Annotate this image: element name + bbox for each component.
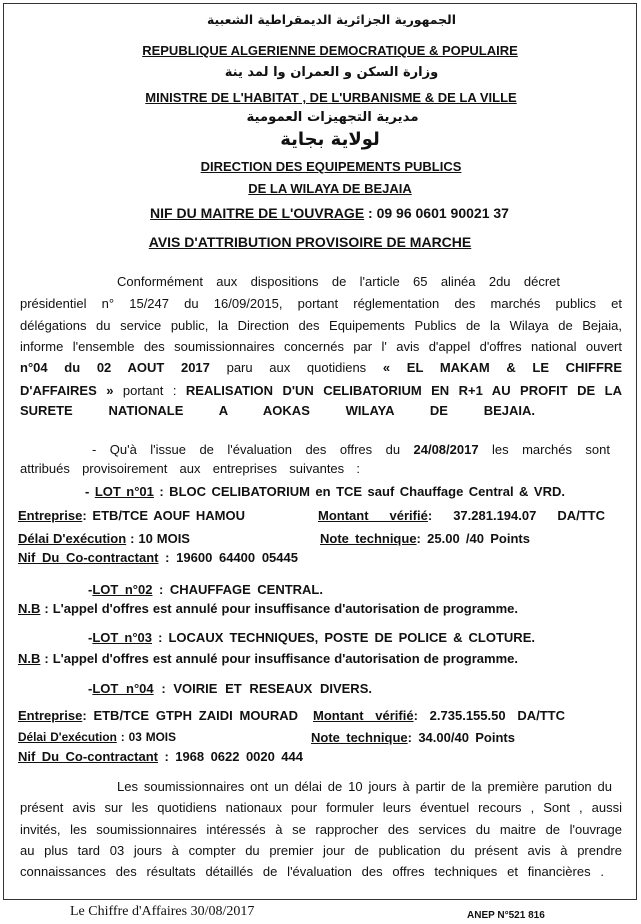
lot-1-nif-label: Nif Du Co-contractant <box>18 550 159 565</box>
lot-4-score-label: Note technique <box>311 730 408 745</box>
lot-4-nif-label: Nif Du Co-contractant <box>18 749 158 764</box>
lot-3-label: LOT n°03 <box>92 630 153 645</box>
closing-line-4: au plus tard 03 jours à compter du premier jour de publication du présent avis à prendre <box>20 843 622 858</box>
lot-4-amount <box>313 707 565 724</box>
intro-line-5 <box>20 359 622 376</box>
closing-line-1: Les soumissionnaires ont un délai de 10 jours à partir de la première parution du <box>117 779 612 794</box>
lot-4-nif <box>18 748 303 765</box>
intro-line-1: Conformément aux dispositions de l'article 65 alinéa 2du décret <box>117 274 560 289</box>
owner-nif-value: : 09 96 0601 90021 37 <box>368 205 509 221</box>
lot-3-note-label: N.B <box>18 651 41 666</box>
wilaya-arabic: لولاية بجاية <box>280 129 380 150</box>
owner-nif-label: NIF DU MAITRE DE L'OUVRAGE <box>150 205 365 221</box>
evaluation-date: 24/08/2017 <box>413 442 479 457</box>
closing-line-2: présent avis sur les quotidiens nationaux pour formuler leurs éventuel recours , Sont , aussi <box>20 800 622 815</box>
lot-4-delay-value: : 03 MOIS <box>120 730 176 744</box>
lot-1-label: LOT n°01 <box>94 484 154 499</box>
closing-line-5: connaissances des résultats détaillés de l'évaluation des offres techniques et financières . <box>20 864 604 879</box>
lot-1-prefix: - <box>85 484 95 499</box>
lot-2-note-text: : L'appel d'offres est annulé pour insuffisance d'autorisation de programme. <box>44 601 518 616</box>
lot-1-score-value: : 25.00 /40 Points <box>416 531 530 546</box>
lot-1-nif-value: : 19600 64400 05445 <box>165 550 298 565</box>
evaluation-text-b: les marchés sont <box>492 442 610 457</box>
lot-4-delay-label: Délai D'exécution <box>18 730 117 744</box>
lot-4-enterprise-label: Entreprise <box>18 708 83 723</box>
lot-1-nif <box>18 549 298 566</box>
lot-4-amount-value: : 2.735.155.50 DA/TTC <box>413 708 565 723</box>
lot-1-amount-value: : 37.281.194.07 DA/TTC <box>427 508 605 523</box>
tender-reference: n°04 du 02 AOUT 2017 <box>20 360 210 375</box>
intro-line-3: délégations du service public, la Direction des Equipements Publics de la Wilaya de Bejaia, <box>20 318 622 333</box>
lot-4-label: LOT n°04 <box>92 681 154 696</box>
ministry-arabic: وزارة السكن و العمران وا لمد ينة <box>224 65 439 80</box>
lot-1-delay-label: Délai D'exécution <box>18 531 127 546</box>
project-subject-2: SURETE NATIONALE A AOKAS WILAYA DE BEJAIA. <box>20 403 535 418</box>
lot-1-enterprise-value: : ETB/TCE AOUF HAMOU <box>82 508 245 523</box>
lot-1-amount-label: Montant vérifié <box>318 508 428 523</box>
evaluation-line-1 <box>92 441 610 458</box>
subject-lead: portant : <box>122 383 177 398</box>
lot-3-note <box>18 650 518 667</box>
lot-4-title: : VOIRIE ET RESEAUX DIVERS. <box>161 681 372 696</box>
evaluation-text-a: - Qu'à l'issue de l'évaluation des offres du <box>92 442 401 457</box>
lot-1-delay-value: : 10 MOIS <box>130 531 190 546</box>
intro-line-2: présidentiel n° 15/247 du 16/09/2015, portant réglementation des marchés publics et <box>20 296 622 311</box>
anep-reference: ANEP N°521 816 <box>467 910 545 921</box>
lot-3-note-text: : L'appel d'offres est annulé pour insuffisance d'autorisation de programme. <box>44 651 518 666</box>
lot-3-prefix: - <box>88 630 93 645</box>
lot-3-title: : LOCAUX TECHNIQUES, POSTE DE POLICE & CLOTURE. <box>158 630 535 645</box>
lot-2-note <box>18 600 518 617</box>
lot-1-score-label: Note technique <box>320 531 417 546</box>
lot-2-label: LOT n°02 <box>92 582 153 597</box>
republic-french: REPUBLIQUE ALGERIENNE DEMOCRATIQUE & POPULAIRE <box>142 43 518 58</box>
lot-4-prefix: - <box>88 681 93 696</box>
lot-4-amount-label: Montant vérifié <box>313 708 414 723</box>
lot-1-enterprise <box>18 507 245 524</box>
direction-arabic: مديرية التجهيزات العمومية <box>246 110 419 125</box>
republic-arabic: الجمهورية الجزائرية الديمقراطية الشعبية <box>207 12 456 27</box>
lot-2-prefix: - <box>88 582 93 597</box>
newspapers-text-1: « EL MAKAM & LE CHIFFRE <box>382 360 622 375</box>
wilaya-french: DE LA WILAYA DE BEJAIA <box>248 181 412 196</box>
lot-1-enterprise-label: Entreprise <box>18 508 83 523</box>
lot-4-heading <box>88 680 372 697</box>
newspapers-text-2: D'AFFAIRES » <box>20 383 114 398</box>
intro-line-6 <box>20 382 622 399</box>
direction-french: DIRECTION DES EQUIPEMENTS PUBLICS <box>200 159 462 174</box>
newspaper-footer: Le Chiffre d'Affaires 30/08/2017 <box>70 904 255 919</box>
lot-4-delay <box>18 729 176 746</box>
published-in-text: paru aux quotidiens <box>226 360 367 375</box>
lot-3-heading <box>88 629 535 646</box>
lot-4-score <box>311 729 515 746</box>
lot-1-heading <box>85 483 565 500</box>
closing-line-3: invités, les soumissionnaires intéressés à se rapprocher des services du maitre de l'ouvrage <box>20 822 622 837</box>
lot-2-heading <box>88 581 323 598</box>
project-subject-1: REALISATION D'UN CELIBATORIUM EN R+1 AU PROFIT DE LA <box>185 383 622 398</box>
lot-2-title: : CHAUFFAGE CENTRAL. <box>159 582 323 597</box>
notice-title: AVIS D'ATTRIBUTION PROVISOIRE DE MARCHE <box>148 234 472 250</box>
lot-1-amount <box>318 507 605 524</box>
evaluation-line-2: attribués provisoirement aux entreprises suivantes : <box>20 461 360 476</box>
owner-nif-line <box>135 205 524 222</box>
lot-1-title: : BLOC CELIBATORIUM en TCE sauf Chauffage Central & VRD. <box>159 484 565 499</box>
lot-1-delay <box>18 530 190 547</box>
lot-4-enterprise-value: : ETB/TCE GTPH ZAIDI MOURAD <box>82 708 298 723</box>
ministry-french: MINISTRE DE L'HABITAT , DE L'URBANISME & DE LA VILLE <box>145 90 517 105</box>
intro-line-4: informe l'ensemble des soumissionnaires concernés par l' avis d'appel d'offres national ouvert <box>20 339 622 354</box>
lot-1-score <box>320 530 530 547</box>
lot-2-note-label: N.B <box>18 601 41 616</box>
lot-4-enterprise <box>18 707 298 724</box>
lot-4-nif-value: : 1968 0622 0020 444 <box>164 749 303 764</box>
lot-4-score-value: : 34.00/40 Points <box>407 730 515 745</box>
